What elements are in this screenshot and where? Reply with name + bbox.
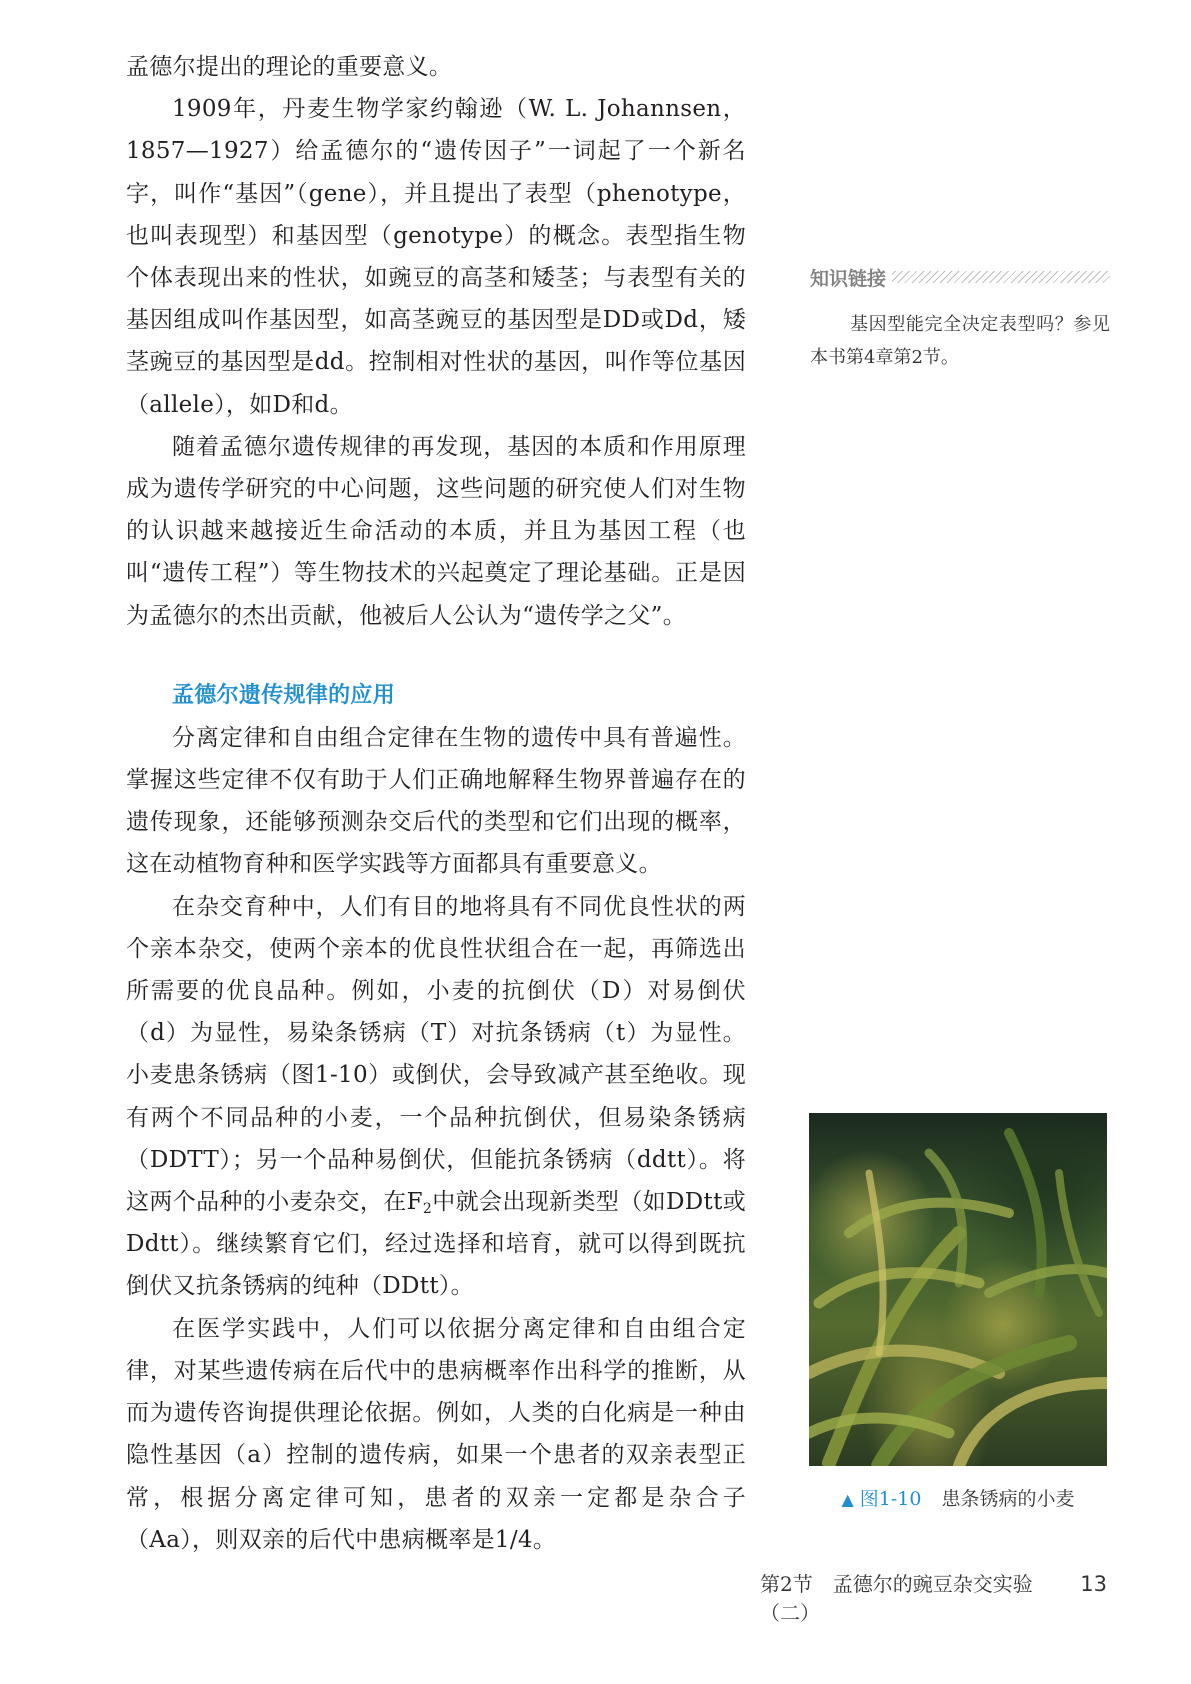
breeding-text-b: 中就会出现新类型（如DDtt或Ddtt）。继续繁育它们，经过选择和培育，就可以得到既抗倒伏又抗条锈病的纯种（DDtt）。 [126, 1189, 746, 1300]
figure-caption [809, 1484, 1107, 1511]
section-title: 孟德尔遗传规律的应用 [172, 682, 396, 708]
knowledge-link-box [810, 262, 1110, 374]
knowledge-link-title: 知识链接 [810, 267, 887, 290]
page-footer [760, 1568, 1107, 1626]
wheat-rust-photo [809, 1113, 1107, 1466]
triangle-marker-icon: ▲ [841, 1490, 854, 1509]
knowledge-link-text: 基因型能完全决定表型吗？参见本书第4章第2节。 [810, 314, 1110, 368]
paragraph-breeding [126, 886, 746, 1308]
paragraph-universality: 分离定律和自由组合定律在生物的遗传中具有普遍性。掌握这些定律不仅有助于人们正确地解释生物界普遍存在的遗传现象，还能够预测杂交后代的类型和它们出现的概率，这在动植物育种和医学实践等方面都具有重要意义。 [126, 724, 746, 878]
main-text-column [126, 46, 746, 1561]
breeding-text-a: 在杂交育种中，人们有目的地将具有不同优良性状的两个亲本杂交，使两个亲本的优良性状组合在一起，再筛选出所需要的优良品种。例如，小麦的抗倒伏（D）对易倒伏（d）为显性，易染条锈病（T）对抗条锈病（t）为显性。小麦患条锈病（图1-10）或倒伏，会导致减产甚至绝收。现有两个不同品种的小麦，一个品种抗倒伏，但易染条锈病（DDTT）；另一个品种易倒伏，但能抗条锈病（ddtt）。将这两个品种的小麦杂交，在F [126, 893, 746, 1216]
figure-number: 图1-10 [859, 1488, 922, 1510]
figure-caption-text: 患条锈病的小麦 [941, 1488, 1075, 1510]
paragraph-johannsen: 1909年，丹麦生物学家约翰逊（W. L. Johannsen，1857—1927）给孟德尔的“遗传因子”一词起了一个新名字，叫作“基因”（gene），并且提出了表型（phenotype，也叫表现型）和基因型（genotype）的概念。表型指生物个体表现出来的性状，如豌豆的高茎和矮茎；与表型有关的基因组成叫作基因型，如高茎豌豆的基因型是DD或Dd，矮茎豌豆的基因型是dd。控制相对性状的基因，叫作等位基因（allele），如D和d。 [126, 96, 746, 418]
knowledge-link-header [810, 262, 1110, 292]
chevron-divider-icon [892, 271, 1110, 283]
f2-subscript: 2 [422, 1201, 433, 1218]
footer-section-title: 第2节 孟德尔的豌豆杂交实验（二） [760, 1572, 1033, 1625]
page-number: 13 [1080, 1572, 1107, 1596]
paragraph-rediscovery: 随着孟德尔遗传规律的再发现，基因的本质和作用原理成为遗传学研究的中心问题，这些问题的研究使人们对生物的认识越来越接近生命活动的本质，并且为基因工程（也叫“遗传工程”）等生物技术的兴起奠定了理论基础。正是因为孟德尔的杰出贡献，他被后人公认为“遗传学之父”。 [126, 433, 746, 629]
paragraph-continuation: 孟德尔提出的理论的重要意义。 [126, 54, 453, 80]
wheat-leaves-illustration [809, 1113, 1107, 1466]
paragraph-medical: 在医学实践中，人们可以依据分离定律和自由组合定律，对某些遗传病在后代中的患病概率作出科学的推断，从而为遗传咨询提供理论依据。例如，人类的白化病是一种由隐性基因（a）控制的遗传病，如果一个患者的双亲表型正常，根据分离定律可知，患者的双亲一定都是杂合子（Aa），则双亲的后代中患病概率是1/4。 [126, 1315, 746, 1553]
